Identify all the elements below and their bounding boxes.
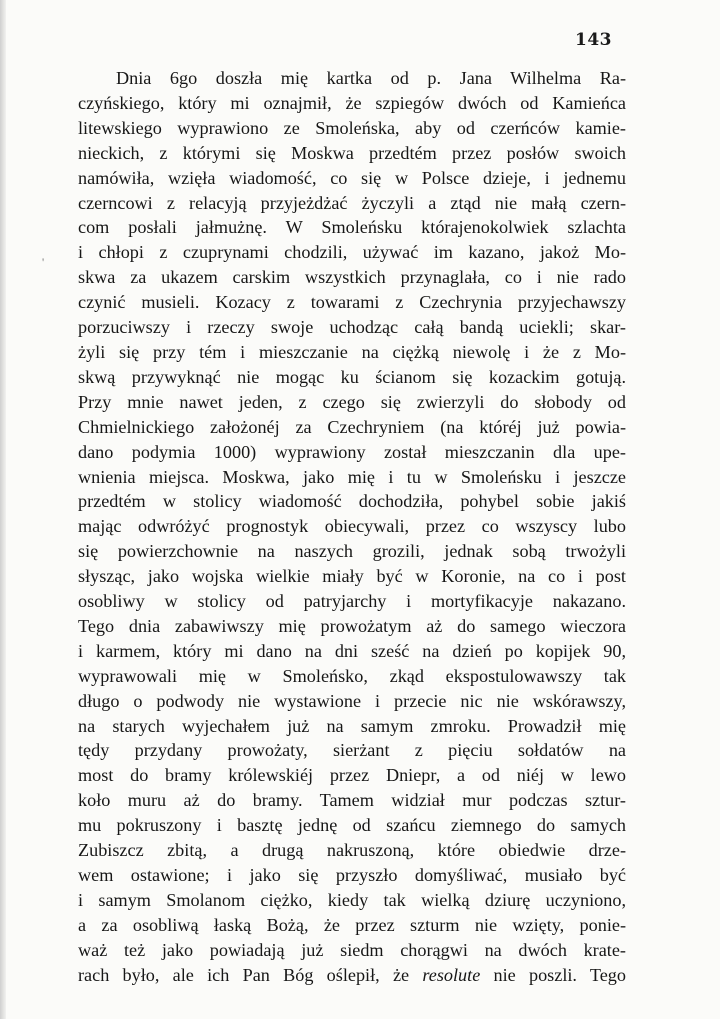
text-line: osobliwy w stolicy od patryjarchy i mortyfikacyje nakazano. xyxy=(78,591,626,612)
text-line: i chłopi z czuprynami chodzili, używać im kazano, jakoż Mo- xyxy=(78,242,626,263)
text-line: namówiła, wzięła wiadomość, co się w Polsce dzieje, i jednemu xyxy=(78,167,626,188)
text-line: wnienia miejsca. Moskwa, jako mię i tu w Smoleńsku i jeszcze xyxy=(78,466,626,487)
margin-mark: ' xyxy=(42,255,45,269)
text-line: tędy przydany prowożaty, sierżant z pięciu sołdatów na xyxy=(78,740,626,761)
text-line: litewskiego wyprawiono ze Smoleńska, aby od czerńców kamie- xyxy=(78,117,626,138)
page-number: 143 xyxy=(575,30,612,50)
text-line: czerncowi z relacyją przyjeżdżać życzyli a ztąd nie małą czern- xyxy=(78,192,626,213)
text-line: czynić musieli. Kozacy z towarami z Czechrynia przyjechawszy xyxy=(78,292,626,313)
text-line: i samym Smolanom ciężko, kiedy tak wielką dziurę uczyniono, xyxy=(78,889,626,910)
text-line: com posłali jałmużnę. W Smoleńsku którajenokolwiek szlachta xyxy=(78,217,626,238)
text-line: żyli się przy tém i mieszczanie na ciężką niewolę i że z Mo- xyxy=(78,341,626,362)
page-edge xyxy=(0,0,6,1019)
text-line: Zubiszcz zbitą, a drugą nakruszoną, które obiedwie drze- xyxy=(78,840,626,861)
text-line: koło muru aż do bramy. Tamem widział mur podczas sztur- xyxy=(78,790,626,811)
text-line: skwą przywyknąć nie mogąc ku ścianom się kozackim gotują. xyxy=(78,366,626,387)
text-line: mając odwróżyć prognostyk obiecywali, przez co wszyscy lubo xyxy=(78,516,626,537)
text-line: a za osobliwą łaską Bożą, że przez szturm nie wzięty, ponie- xyxy=(78,914,626,935)
text-line: wyprawowali mię w Smoleńsko, zkąd ekspostulowawszy tak xyxy=(78,665,626,686)
text-line: i karmem, który mi dano na dni sześć na dzień po kopijek 90, xyxy=(78,640,626,661)
text-line: Dnia 6go doszła mię kartka od p. Jana Wilhelma Ra- xyxy=(116,68,626,88)
text-line: Chmielnickiego założonéj za Czechryniem (na któréj już powia- xyxy=(78,416,626,437)
text-line: most do bramy królewskiéj przez Dniepr, a od niéj w lewo xyxy=(78,765,626,786)
text-line: dano podymia 1000) wyprawiony został mieszczanin dla upe- xyxy=(78,441,626,462)
text-line: przedtém w stolicy wiadomość dochodziła, pohybel sobie jakiś xyxy=(78,491,626,512)
text-line: Tego dnia zabawiwszy mię prowożatym aż do samego wieczora xyxy=(78,615,626,636)
text-line: słysząc, jako wojska wielkie miały być w Koronie, na co i post xyxy=(78,566,626,587)
text-line: czyńskiego, który mi oznajmił, że szpiegów dwóch od Kamieńca xyxy=(78,92,626,113)
text-line: długo o podwody nie wystawione i przecie nic nie wskórawszy, xyxy=(78,690,626,711)
text-line: Przy mnie nawet jeden, z czego się zwierzyli do słobody od xyxy=(78,391,626,412)
text-line: porzuciwszy i rzeczy swoje uchodząc całą bandą uciekli; skar- xyxy=(78,317,626,338)
text-line: rach było, ale ich Pan Bóg oślepił, że resolute nie poszli. Tego xyxy=(78,964,626,985)
text-line: wem ostawione; i jako się przyszło domyśliwać, musiało być xyxy=(78,865,626,885)
text-line: mu pokruszony i basztę jednę od szańcu ziemnego do samych xyxy=(78,815,626,836)
text-line: nieckich, z którymi się Moskwa przedtém przez posłów swoich xyxy=(78,142,626,163)
text-line: waż też jako powiadają już siedm chorągwi na dwóch krate- xyxy=(78,939,626,960)
text-line: się powierzchownie na naszych grozili, jednak sobą trwożyli xyxy=(78,541,626,562)
text-line: skwa za ukazem carskim wszystkich przynaglała, co i nie rado xyxy=(78,267,626,288)
body-text xyxy=(78,66,626,988)
text-line: na starych wyjechałem już na samym zmroku. Prowadził mię xyxy=(78,715,626,736)
